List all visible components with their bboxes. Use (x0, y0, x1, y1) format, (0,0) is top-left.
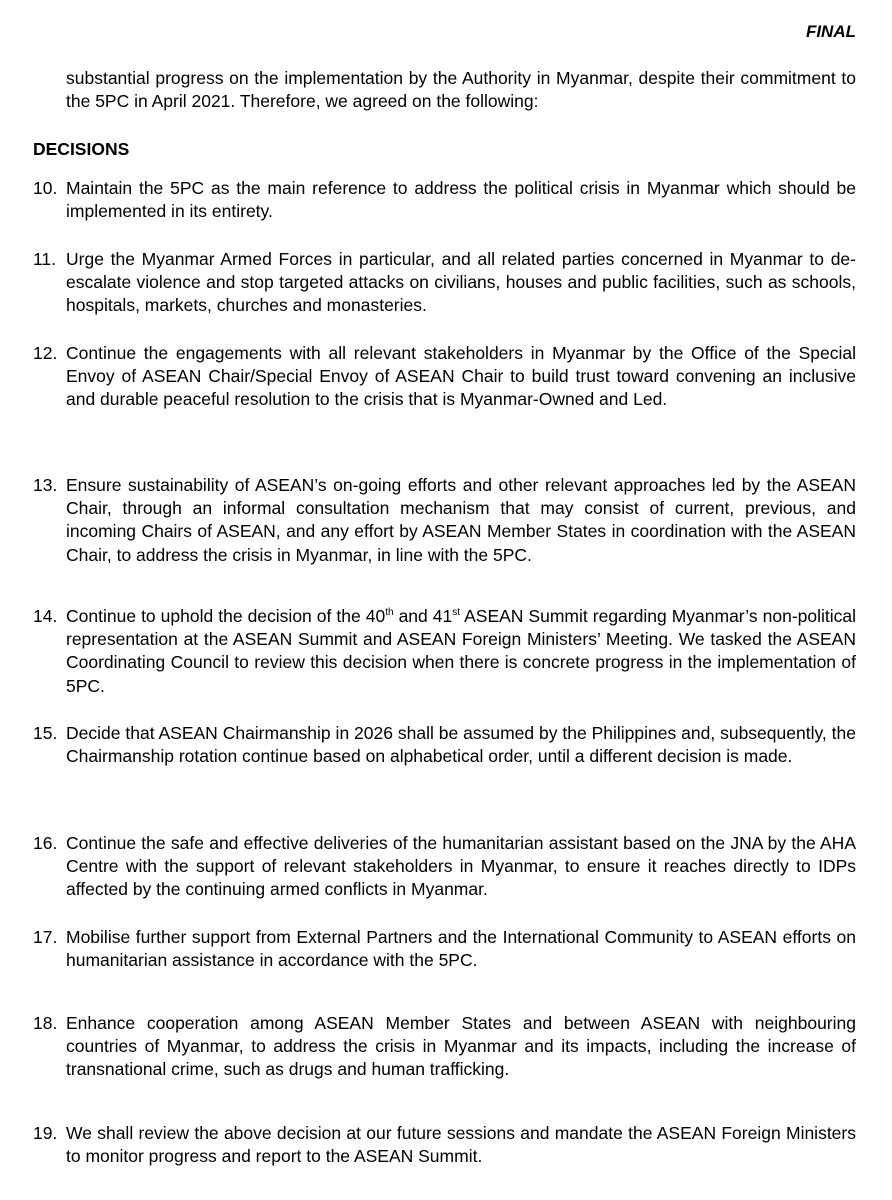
ordinal-suffix: th (385, 607, 394, 618)
decision-number: 10. (33, 178, 58, 198)
intro-paragraph: substantial progress on the implementation by the Authority in Myanmar, despite their commitment to the 5PC in April 2021. Therefore, we agreed on the following: (66, 68, 856, 112)
decision-item-10 (33, 177, 856, 223)
ordinal-suffix: st (452, 607, 461, 618)
decision-item-18 (33, 1012, 856, 1082)
decision-text: Urge the Myanmar Armed Forces in particular, and all related parties concerned in Myanmar to de-escalate violence and stop targeted attacks on civilians, houses and public facilities, such as schools, hospitals, markets, churches and monasteries. (66, 249, 856, 316)
decision-text: Continue the engagements with all relevant stakeholders in Myanmar by the Office of the Special Envoy of ASEAN Chair/Special Envoy of ASEAN Chair to build trust toward convening an inclusive and durable peaceful resolution to the crisis that is Myanmar-Owned and Led. (66, 343, 856, 410)
decision-item-17 (33, 926, 856, 972)
decision-item-12 (33, 342, 856, 412)
decision-item-15 (33, 722, 856, 768)
decision-number: 14. (33, 606, 58, 626)
decision-text: We shall review the above decision at our future sessions and mandate the ASEAN Foreign Ministers to monitor progress and report to the ASEAN Summit. (66, 1123, 856, 1167)
decision-text: Mobilise further support from External Partners and the International Community to ASEAN efforts on humanitarian assistance in accordance with the 5PC. (66, 927, 856, 971)
decision-number: 16. (33, 833, 58, 853)
decision-item-13 (33, 474, 856, 567)
decision-number: 17. (33, 927, 58, 947)
decision-item-19 (33, 1122, 856, 1168)
decision-text: Continue the safe and effective deliveries of the humanitarian assistant based on the JNA by the AHA Centre with the support of relevant stakeholders in Myanmar, to ensure it reaches directly to IDPs affected by the continuing armed conflicts in Myanmar. (66, 833, 856, 900)
decision-text-part: and 41 (393, 606, 453, 626)
decision-number: 18. (33, 1013, 58, 1033)
decision-text: Maintain the 5PC as the main reference to address the political crisis in Myanmar which should be implemented in its entirety. (66, 178, 856, 222)
decision-item-11 (33, 248, 856, 318)
decision-number: 12. (33, 343, 58, 363)
decision-number: 15. (33, 723, 58, 743)
decisions-heading: DECISIONS (33, 139, 130, 159)
final-marker: FINAL (805, 22, 856, 41)
decision-number: 19. (33, 1123, 58, 1143)
decision-number: 11. (33, 249, 57, 269)
decision-text: Ensure sustainability of ASEAN’s on-going efforts and other relevant approaches led by the ASEAN Chair, through an informal consultation mechanism that may consist of current, previous, and incoming Chairs of ASEAN, and any effort by ASEAN Member States in coordination with the ASEAN Chair, to address the crisis in Myanmar, in line with the 5PC. (66, 475, 856, 565)
decision-text-part: Continue to uphold the decision of the 40 (66, 606, 386, 626)
decision-text: Decide that ASEAN Chairmanship in 2026 shall be assumed by the Philippines and, subsequently, the Chairmanship rotation continue based on alphabetical order, until a different decision is made. (66, 723, 856, 767)
decision-item-16 (33, 832, 856, 902)
decision-text: Enhance cooperation among ASEAN Member States and between ASEAN with neighbouring countries of Myanmar, to address the crisis in Myanmar and its impacts, including the increase of transnational crime, such as drugs and human trafficking. (66, 1013, 856, 1080)
decision-item-14 (33, 605, 856, 698)
decision-text (66, 605, 856, 698)
decision-text-part: ASEAN Summit regarding Myanmar’s non-political representation at the ASEAN Summit and ASEAN Foreign Ministers’ Meeting. We tasked the ASEAN Coordinating Council to review this decision when there is concrete progress in the implementation of 5PC. (66, 606, 857, 696)
decision-number: 13. (33, 475, 58, 495)
